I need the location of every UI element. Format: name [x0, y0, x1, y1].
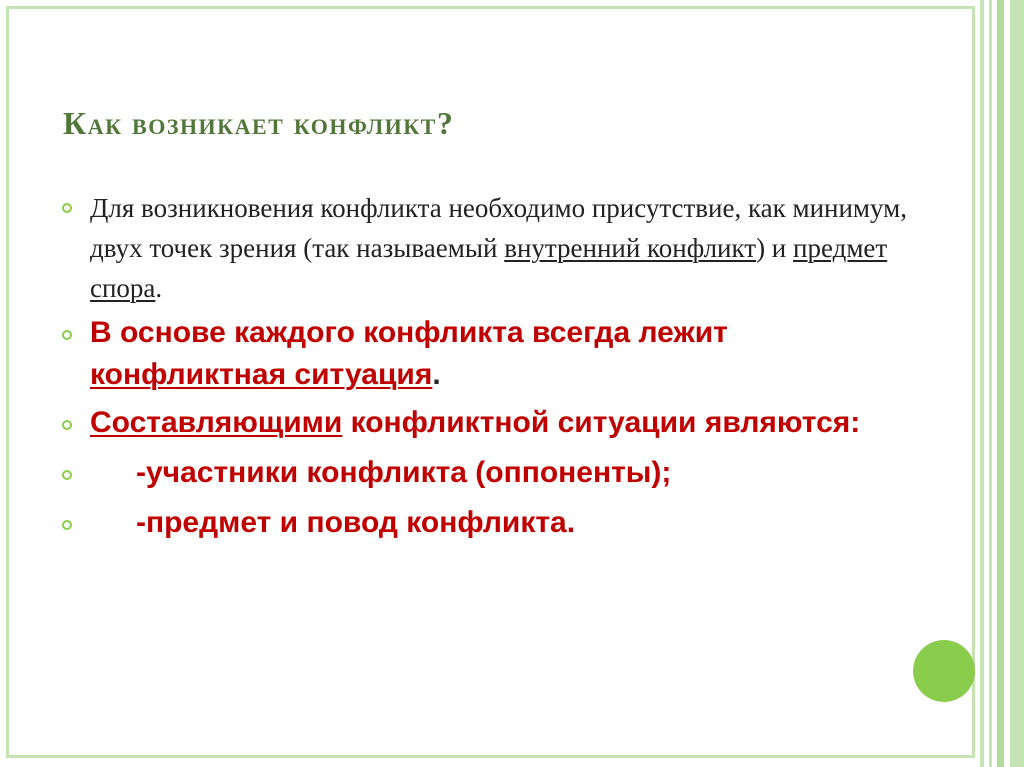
bullet-item [58, 312, 918, 396]
bullet-text: -предмет и повод конфликта. [136, 506, 576, 539]
term-internal-conflict: внутренний конфликт [504, 233, 757, 263]
decor-stripe [980, 0, 984, 767]
decor-stripe [989, 0, 992, 767]
bullet-item [58, 188, 918, 308]
bullet-item [58, 452, 918, 494]
bullet-text: В основе каждого конфликта всегда лежит конфликтная ситуация. [90, 316, 728, 391]
circle-bullet-icon [62, 330, 72, 340]
bullet-item [58, 402, 918, 444]
slide-title: Как возникает конфликт? [63, 105, 455, 141]
circle-bullet-icon [62, 470, 72, 480]
term-conflict-situation: конфликтная ситуация [90, 358, 433, 391]
decor-stripe [1010, 0, 1024, 767]
term-components: Составляющими [90, 406, 343, 439]
circle-bullet-icon [62, 520, 72, 530]
bullet-text: Составляющими конфликтной ситуации являются: [90, 406, 861, 439]
circle-bullet-icon [62, 420, 72, 430]
bullet-text: -участники конфликта (оппоненты); [136, 456, 672, 489]
bullet-item [58, 502, 918, 544]
slide-content [58, 188, 918, 544]
term-subject-of-dispute: предмет спора [90, 233, 888, 303]
circle-bullet-icon [62, 203, 72, 213]
decor-circle [913, 640, 975, 702]
bullet-text: Для возникновения конфликта необходимо присутствие, как минимум, двух точек зрения (так называемый внутренний конфликт) и предмет спора. [90, 193, 908, 303]
decor-stripe [997, 0, 1004, 767]
